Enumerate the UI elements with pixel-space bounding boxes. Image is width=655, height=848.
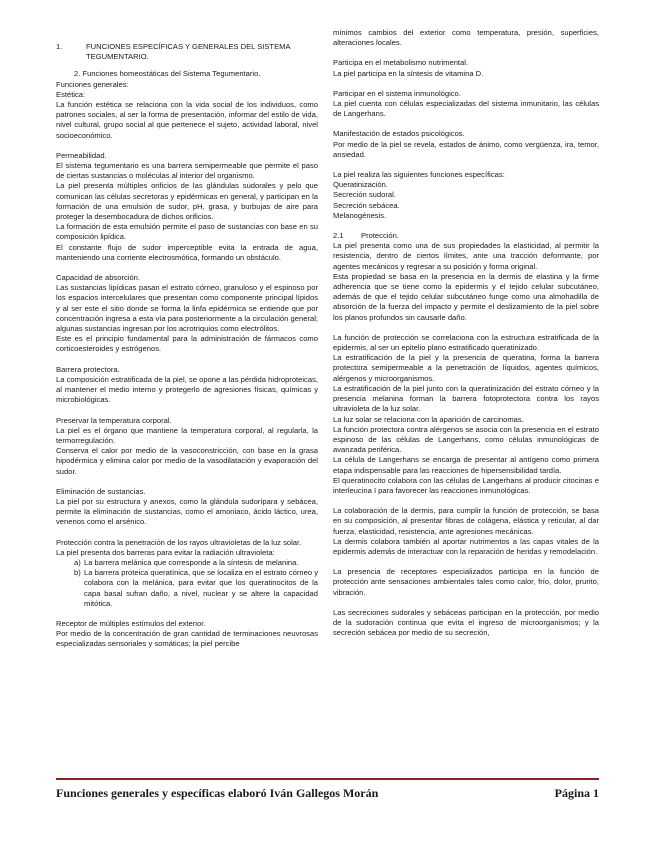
eliminacion-text: La piel por su estructura y anexos, como la glándula sudorípara y sebácea, permite la eliminación de sustancias, como el amoniaco, ácido láctico, urea, venenos como el arsénico. — [56, 496, 318, 527]
especificas-item: Melanogénesis. — [333, 210, 387, 220]
dermis-paragraph: La dermis colabora también al aportar nutrimentos a las capas vitales de la epidermis además de interactuar con la reparación de heridas y remodelación. — [333, 536, 599, 556]
receptor-text: Por medio de la concentración de gran cantidad de terminaciones neuvrosas especializadas sensoriales y somáticas; la piel percibe — [56, 629, 318, 649]
proteccion-number: 2.1 — [333, 231, 344, 241]
psico-text: Por medio de la piel se revela, estados de ánimo, como vergüenza, ira, temor, ansiedad. — [333, 139, 599, 159]
barrera-text: La composición estratificada de la piel, se opone a las pérdida hidroproteicas, al mantener el medio interno y protegerlo de agresiones físicas, químicas y microbiológicas. — [56, 374, 318, 405]
especificas-title: La piel realiza las siguientes funciones específicas: — [333, 170, 505, 180]
uv-title: Protección contra la penetración de los rayos ultravioletas de la luz solar. — [56, 537, 302, 547]
proteccion-title: Protección. — [361, 231, 399, 241]
permeabilidad-paragraph: El sistema tegumentario es una barrera semipermeable que permite el paso de ciertas sustancias o moléculas al interior del organismo. — [56, 161, 318, 181]
estetica-text: La función estética se relaciona con la vida social de los individuos, como patrones sociales, al ser la forma de presentación, informar del estilo de vida, nivel cultural, grupo social al que pertenece el sujeto, actividad laboral, nivel socioeconómico. — [56, 100, 318, 140]
continued-text: mínimos cambios del exterior como temperatura, presión, superficies, alteraciones locales. — [333, 28, 599, 48]
proteccion-paragraph: La piel presenta como una de sus propiedades la elasticidad, al permitir la resistencia, dentro de ciertos límites, ante una tracción deformante, por agentes mecánicos y regresar a su posición y forma original. — [333, 241, 599, 271]
left-column — [56, 28, 318, 650]
right-column — [333, 28, 599, 638]
absorcion-paragraph: Las sustancias lipídicas pasan el estrato córneo, granuloso y el espinoso por los espacios intercelulares que presentan como componente principal lípidos y al ser este el sitio donde se forma la linfa epidérmica se entiende que por concentración ingresa a esta vía para posteriormente a la circulación general; algunas sustancias ingresan por los acrotriquios como electrólitos. — [56, 283, 318, 334]
proteccion-paragraph: La estratificación de la piel y la presencia de queratina, forma la barrera protectora semipermeable a la penetración de líquidos, agentes químicos, alérgenos y microorganismos. — [333, 353, 599, 383]
proteccion-paragraph: La estratificación de la piel junto con la queratinización del estrato córneo y la presencia melanina forman la barrera fotoprotectora contra los rayos ultravioleta de la luz solar. — [333, 383, 599, 414]
proteccion-paragraph: Esta propiedad se basa en la presencia en la dermis de elastina y la firme adherencia que se tiene como la epidermis y el tejido celular subcutáneo, además de que el tejido celular subcutáneo funge como una almohadilla de absorción de la fuerza del impacto y permite el deslizamiento de la piel sobre los planos profundos sin causarle daño. — [333, 271, 599, 322]
permeabilidad-paragraph: La formación de esta emulsión permite el paso de sustancias con base en su composición lipídica. — [56, 222, 318, 242]
general-functions-title: Funciones generales: — [56, 79, 129, 89]
metabolismo-title: Participa en el metabolismo nutrimental. — [333, 58, 469, 68]
inmuno-text: La piel cuenta con células especializadas del sistema inmunitario, las células de Langerhans. — [333, 99, 599, 119]
temperatura-paragraph: La piel es el órgano que mantiene la temperatura corporal, al regularla, la termorregulación. — [56, 425, 318, 445]
section-title: FUNCIONES ESPECÍFICAS Y GENERALES DEL SISTEMA TEGUMENTARIO. — [86, 42, 291, 62]
permeabilidad-paragraph: El constante flujo de sudor imperceptible evita la entrada de agua, manteniendo una corriente electrosmótica, formando un obstáculo. — [56, 242, 318, 262]
absorcion-paragraph: Este es el principio fundamental para la administración de fármacos como corticoesteroides y estrógenos. — [56, 334, 318, 354]
proteccion-paragraph: La función de protección se correlaciona con la estructura estratificada de la epidermis, al ser un epitelio plano estratificado queratinizado. — [333, 332, 599, 353]
section-heading — [56, 42, 318, 62]
proteccion-heading — [333, 231, 599, 241]
temperatura-title: Preservar la temperatura corporal. — [56, 415, 172, 425]
proteccion-paragraph: La función protectora contra alérgenos se asocia con la presencia en el estrato espinoso de las células de Langerhans, como células inmunológicas de avanzada periférica. — [333, 424, 599, 455]
temperatura-paragraph: Conserva el calor por medio de la vasoconstricción, con base en la grasa hipodérmica y elimina calor por medio de la vasodilatación y evaporación del sudor. — [56, 446, 318, 476]
page-footer — [56, 786, 599, 801]
list-item: a) La barrera melánica que corresponde a la síntesis de melanina. — [74, 557, 299, 567]
receptores-paragraph: La presencia de receptores especializados participa en la función de protección ante sensaciones ambientales tales como calor, frío, dolor, prurito, vibración. — [333, 567, 599, 597]
especificas-item: Secreción sudoral. — [333, 190, 396, 200]
metabolismo-text: La piel participa en la síntesis de vitamina D. — [333, 68, 484, 78]
section-number: 1. — [56, 42, 63, 51]
footer-rule — [56, 778, 599, 780]
list-item: b) La barrera proteica queratínica, que se localiza en el estrato córneo y colabora con la melánica, para evitar que los queratinocitos de la capa basal sufran daño, a nivel, nuclear y se altere la capacidad mitótica. — [74, 568, 318, 608]
permeabilidad-paragraph: La piel presenta múltiples orificios de las glándulas sudorales y pelo que comunican las células secretoras y epidérmicas en general, y participan en la formación de una emulsión de sudor, pH, grasa, y burbujas de aire para proteger la desembocadura de dichos orificios. — [56, 181, 318, 222]
footer-author: Funciones generales y específicas elaboró Iván Gallegos Morán — [56, 786, 379, 800]
proteccion-paragraph: La luz solar se relaciona con la aparición de carcinomas. — [333, 414, 524, 424]
psico-title: Manifestación de estados psicológicos. — [333, 129, 465, 139]
page-number: Página 1 — [554, 786, 599, 800]
proteccion-paragraph: La célula de Langerhans se encarga de presentar al antígeno como primera etapa indispensable para las reacciones de hipersensibilidad tardía. — [333, 455, 599, 475]
inmuno-title: Participar en el sistema inmunológico. — [333, 88, 461, 98]
subsection-heading: 2. Funciones homeostáticas del Sistema Tegumentario. — [74, 69, 261, 79]
receptor-title: Receptor de múltiples estímulos del exterior. — [56, 618, 206, 628]
uv-barrier-list — [56, 558, 318, 609]
uv-intro: La piel presenta dos barreras para evitar la radiación ultravioleta: — [56, 547, 275, 557]
especificas-item: Secreción sebácea. — [333, 200, 400, 210]
permeabilidad-title: Permeabilidad. — [56, 150, 107, 160]
absorcion-title: Capacidad de absorción. — [56, 273, 141, 283]
barrera-title: Barrera protectora. — [56, 364, 120, 374]
secreciones-paragraph: Las secreciones sudorales y sebáceas participan en la protección, por medio de la sudoración continua que evita el ingreso de microorganismos; y la secreción sebácea por medio de su secreción, — [333, 607, 599, 638]
eliminacion-title: Eliminación de sustancias. — [56, 486, 146, 496]
especificas-item: Queratinización. — [333, 180, 388, 190]
dermis-paragraph: La colaboración de la dermis, para cumplir la función de protección, se basa en su composición, al presentar fibras de colágena, elástica y reticular, al dar fuerza, elasticidad, resistencia, ante agresiones mecánicas. — [333, 506, 599, 536]
estetica-title: Estética: — [56, 89, 86, 99]
proteccion-paragraph: El queratinocito colabora con las células de Langerhans al producir citocinas e interleucina I para favorecer las reacciones inmunológicas. — [333, 475, 599, 495]
